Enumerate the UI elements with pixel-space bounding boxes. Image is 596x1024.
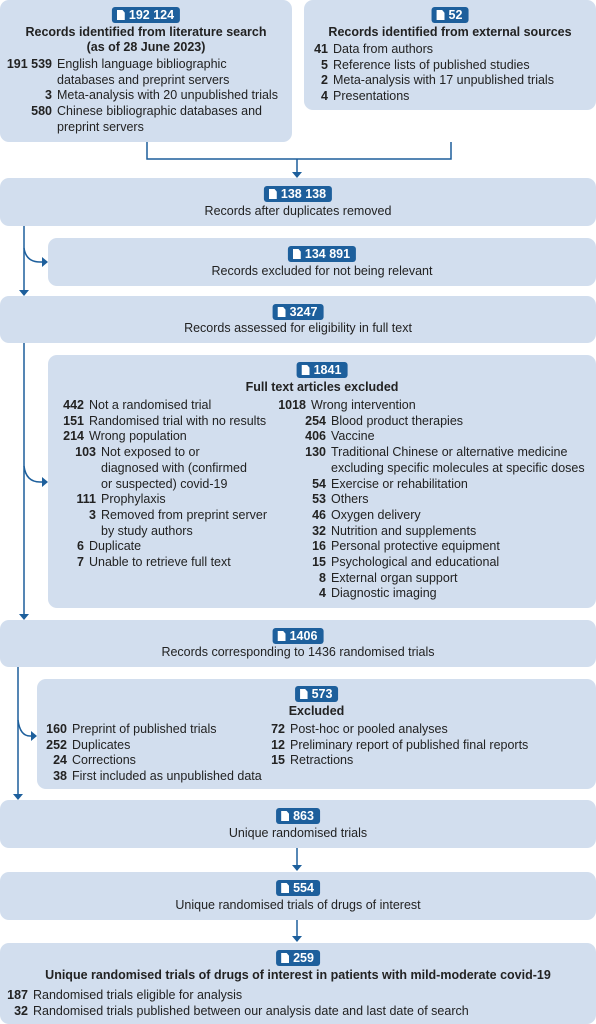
list-item — [4, 1004, 469, 1020]
list-item — [54, 539, 267, 555]
item-label-line: Removed from preprint server — [101, 507, 268, 522]
mild-moderate-badge — [276, 950, 320, 966]
item-count: 15 — [271, 753, 285, 768]
item-count: 41 — [314, 42, 328, 56]
mild-moderate-items — [4, 988, 469, 1019]
item-count: 580 — [31, 104, 52, 119]
document-icon — [278, 631, 286, 641]
document-icon — [269, 189, 277, 199]
randomised-records-count: 1406 — [289, 629, 318, 643]
list-item — [269, 753, 528, 769]
literature-items — [4, 57, 278, 136]
item-label — [57, 88, 278, 104]
full-text-excluded-title: Full text articles excluded — [245, 380, 399, 394]
literature-count: 192 124 — [128, 8, 175, 22]
item-label-line: External organ support — [331, 570, 458, 585]
item-label — [333, 73, 554, 89]
item-label — [331, 477, 468, 493]
drugs-of-interest-text: Unique randomised trials of drugs of interest — [175, 898, 421, 912]
literature-title: Records identified from literature search — [25, 25, 267, 39]
full-text-excluded-right — [276, 398, 585, 602]
full-text-excluded-left — [54, 398, 267, 571]
list-item — [43, 769, 262, 785]
list-item — [276, 571, 585, 587]
drugs-of-interest-badge — [276, 880, 320, 896]
list-item — [276, 524, 585, 540]
list-item — [276, 508, 585, 524]
not-relevant-count: 134 891 — [304, 247, 351, 261]
item-count: 7 — [77, 555, 84, 570]
item-label-line: Nutrition and supplements — [331, 523, 477, 538]
item-label-line: Traditional Chinese or alternative medicine — [331, 445, 568, 460]
external-count-badge — [432, 7, 469, 23]
item-label-line: Meta-analysis with 17 unpublished trials — [333, 73, 554, 88]
item-count: 3 — [45, 88, 52, 103]
item-label-line: Blood product therapies — [331, 413, 464, 428]
item-count: 46 — [312, 507, 326, 522]
list-item — [54, 445, 267, 492]
literature-count-badge — [112, 7, 180, 23]
list-item — [276, 477, 585, 493]
full-text-excluded-badge — [297, 362, 348, 378]
list-item — [276, 555, 585, 571]
item-label-line: Prophylaxis — [101, 492, 166, 507]
item-label-line: Preliminary report of published final reports — [290, 737, 529, 752]
item-count: 2 — [321, 73, 328, 88]
item-label-line: Randomised trial with no results — [89, 413, 267, 428]
item-label-line: Preprint of published trials — [72, 722, 217, 736]
list-item — [276, 414, 585, 430]
item-label — [89, 398, 211, 414]
item-count: 254 — [305, 413, 326, 428]
document-icon — [117, 10, 125, 20]
item-count: 38 — [53, 769, 67, 784]
item-label — [331, 429, 375, 445]
literature-subtitle: (as of 28 June 2023) — [86, 40, 206, 54]
drugs-of-interest-count: 554 — [293, 881, 314, 895]
item-label-line: Reference lists of published studies — [333, 57, 530, 72]
item-label-line: Post-hoc or pooled analyses — [290, 722, 448, 736]
item-label-line: Meta-analysis with 20 unpublished trials — [57, 88, 278, 103]
item-label — [72, 738, 130, 754]
document-icon — [281, 883, 289, 893]
item-count: 111 — [76, 492, 96, 507]
mild-moderate-title: Unique randomised trials of drugs of interest in patients with mild-moderate covid-19 — [45, 968, 551, 982]
item-label-line: Psychological and educational — [331, 555, 500, 570]
item-label — [33, 1004, 469, 1020]
unique-trials-box — [0, 800, 596, 848]
external-count: 52 — [448, 8, 463, 22]
literature-search-box — [0, 0, 292, 142]
item-label-line: English language bibliographic — [57, 57, 227, 71]
item-label-line: Wrong intervention — [311, 398, 416, 412]
list-item — [276, 445, 585, 476]
item-label — [331, 414, 463, 430]
item-count: 103 — [75, 445, 96, 460]
item-count: 6 — [77, 539, 84, 554]
item-label-line: Retractions — [290, 753, 354, 768]
item-count: 191 539 — [6, 57, 52, 71]
list-item — [4, 988, 469, 1004]
list-item — [43, 738, 262, 754]
item-label — [331, 586, 437, 602]
item-label — [72, 769, 262, 785]
eligibility-box — [0, 296, 596, 343]
mild-moderate-box — [0, 943, 596, 1024]
unique-trials-count: 863 — [293, 809, 314, 823]
excluded-title: Excluded — [288, 704, 345, 718]
list-item — [54, 508, 267, 539]
item-label-line: Not exposed to or — [101, 445, 200, 460]
item-label-line: Personal protective equipment — [331, 539, 500, 554]
list-item — [4, 104, 278, 135]
item-label — [331, 524, 476, 540]
item-label — [331, 571, 457, 587]
not-relevant-text: Records excluded for not being relevant — [211, 264, 433, 278]
eligibility-text: Records assessed for eligibility in full text — [184, 321, 412, 335]
item-label — [101, 445, 247, 492]
item-label-line: Others — [331, 492, 369, 507]
item-label-line: Diagnostic imaging — [331, 586, 437, 601]
item-label — [333, 58, 530, 74]
eligibility-badge — [273, 304, 324, 320]
list-item — [43, 753, 262, 769]
item-count: 5 — [321, 57, 328, 72]
item-count: 24 — [53, 753, 67, 768]
item-label-line: Corrections — [72, 753, 136, 768]
item-count: 406 — [305, 429, 326, 444]
item-label-line: or suspected) covid-19 — [101, 476, 228, 491]
item-label-line: Wrong population — [89, 429, 187, 444]
item-label-line: Exercise or rehabilitation — [331, 476, 468, 491]
item-label-line: First included as unpublished data — [72, 769, 262, 784]
list-item — [276, 586, 585, 602]
item-label — [33, 988, 242, 1004]
item-label-line: databases and preprint servers — [57, 72, 230, 87]
item-label-line: Chinese bibliographic databases and — [57, 104, 263, 119]
item-label-line: Oxygen delivery — [331, 507, 421, 522]
list-item — [276, 429, 585, 445]
not-relevant-box — [48, 238, 596, 286]
item-count: 54 — [312, 476, 326, 491]
item-count: 8 — [319, 570, 326, 585]
list-item — [54, 492, 267, 508]
excluded-box — [37, 679, 596, 789]
list-item — [310, 89, 554, 105]
item-label — [89, 539, 141, 555]
full-text-excluded-box — [48, 355, 596, 608]
unique-trials-text: Unique randomised trials — [228, 826, 368, 840]
item-label — [101, 492, 166, 508]
item-label-line: Unable to retrieve full text — [89, 555, 231, 570]
item-label-line: Vaccine — [331, 429, 375, 444]
item-count: 3 — [89, 507, 96, 522]
list-item — [43, 722, 262, 738]
item-count: 72 — [271, 722, 285, 736]
item-label — [290, 753, 353, 769]
external-title: Records identified from external sources — [328, 25, 572, 39]
item-count: 53 — [312, 492, 326, 507]
list-item — [54, 398, 267, 414]
item-count: 151 — [63, 413, 84, 428]
document-icon — [281, 811, 289, 821]
item-label-line: Duplicates — [72, 737, 131, 752]
document-icon — [293, 249, 301, 259]
item-label — [72, 753, 136, 769]
drugs-of-interest-box — [0, 872, 596, 920]
item-label-line: Not a randomised trial — [89, 398, 212, 412]
item-count: 130 — [305, 445, 326, 460]
external-items — [310, 42, 554, 105]
item-label — [89, 429, 187, 445]
eligibility-count: 3247 — [289, 305, 318, 319]
list-item — [276, 492, 585, 508]
item-label — [331, 492, 369, 508]
item-count: 16 — [312, 539, 326, 554]
excluded-count: 573 — [311, 687, 333, 701]
item-label — [290, 722, 448, 738]
list-item — [4, 88, 278, 104]
item-label-line: excluding specific molecules at specific doses — [331, 460, 585, 475]
item-count: 15 — [312, 555, 326, 570]
item-label — [290, 738, 528, 754]
item-label — [331, 539, 500, 555]
list-item — [276, 398, 585, 414]
excluded-right — [269, 722, 528, 769]
list-item — [310, 73, 554, 89]
item-label — [333, 42, 433, 58]
item-label-line: Randomised trials published between our analysis date and last date of search — [33, 1003, 469, 1018]
item-count: 214 — [63, 429, 84, 444]
item-count: 4 — [319, 586, 326, 601]
item-label — [89, 414, 266, 430]
not-relevant-badge — [288, 246, 356, 262]
item-label-line: by study authors — [101, 523, 193, 538]
item-count: 32 — [14, 1003, 28, 1018]
item-label — [72, 722, 217, 738]
excluded-left — [43, 722, 262, 785]
full-text-excluded-count: 1841 — [313, 363, 342, 377]
external-sources-box — [304, 0, 596, 110]
item-count: 442 — [63, 398, 84, 412]
item-label-line: Duplicate — [89, 539, 142, 554]
randomised-records-badge — [273, 628, 324, 644]
list-item — [54, 414, 267, 430]
excluded-badge — [295, 686, 339, 702]
after-duplicates-box — [0, 178, 596, 226]
item-label — [57, 57, 229, 88]
after-duplicates-count: 138 138 — [280, 187, 327, 201]
item-label-line: preprint servers — [57, 119, 144, 134]
unique-trials-badge — [276, 808, 320, 824]
list-item — [54, 429, 267, 445]
item-count: 187 — [7, 988, 28, 1002]
list-item — [276, 539, 585, 555]
randomised-records-text: Records corresponding to 1436 randomised trials — [161, 645, 435, 659]
document-icon — [302, 365, 310, 375]
item-label-line: Randomised trials eligible for analysis — [33, 988, 243, 1002]
document-icon — [300, 689, 308, 699]
item-label — [101, 508, 267, 539]
after-duplicates-text: Records after duplicates removed — [204, 204, 392, 218]
item-label — [89, 555, 231, 571]
item-count: 32 — [312, 523, 326, 538]
item-label — [331, 508, 421, 524]
document-icon — [278, 307, 286, 317]
item-label — [311, 398, 416, 414]
document-icon — [281, 953, 289, 963]
after-duplicates-badge — [264, 186, 332, 202]
list-item — [269, 722, 528, 738]
item-count: 252 — [46, 737, 67, 752]
item-label-line: Data from authors — [333, 42, 434, 56]
item-label — [57, 104, 262, 135]
item-label — [333, 89, 409, 105]
randomised-records-box — [0, 620, 596, 667]
item-label-line: diagnosed with (confirmed — [101, 460, 247, 475]
list-item — [310, 42, 554, 58]
item-label-line: Presentations — [333, 89, 410, 104]
list-item — [54, 555, 267, 571]
item-count: 1018 — [278, 398, 306, 412]
item-count: 160 — [46, 722, 67, 736]
document-icon — [437, 10, 445, 20]
item-label — [331, 445, 585, 476]
list-item — [310, 58, 554, 74]
list-item — [4, 57, 278, 88]
item-count: 12 — [271, 737, 285, 752]
item-label — [331, 555, 499, 571]
mild-moderate-count: 259 — [293, 951, 314, 965]
list-item — [269, 738, 528, 754]
item-count: 4 — [321, 89, 328, 104]
